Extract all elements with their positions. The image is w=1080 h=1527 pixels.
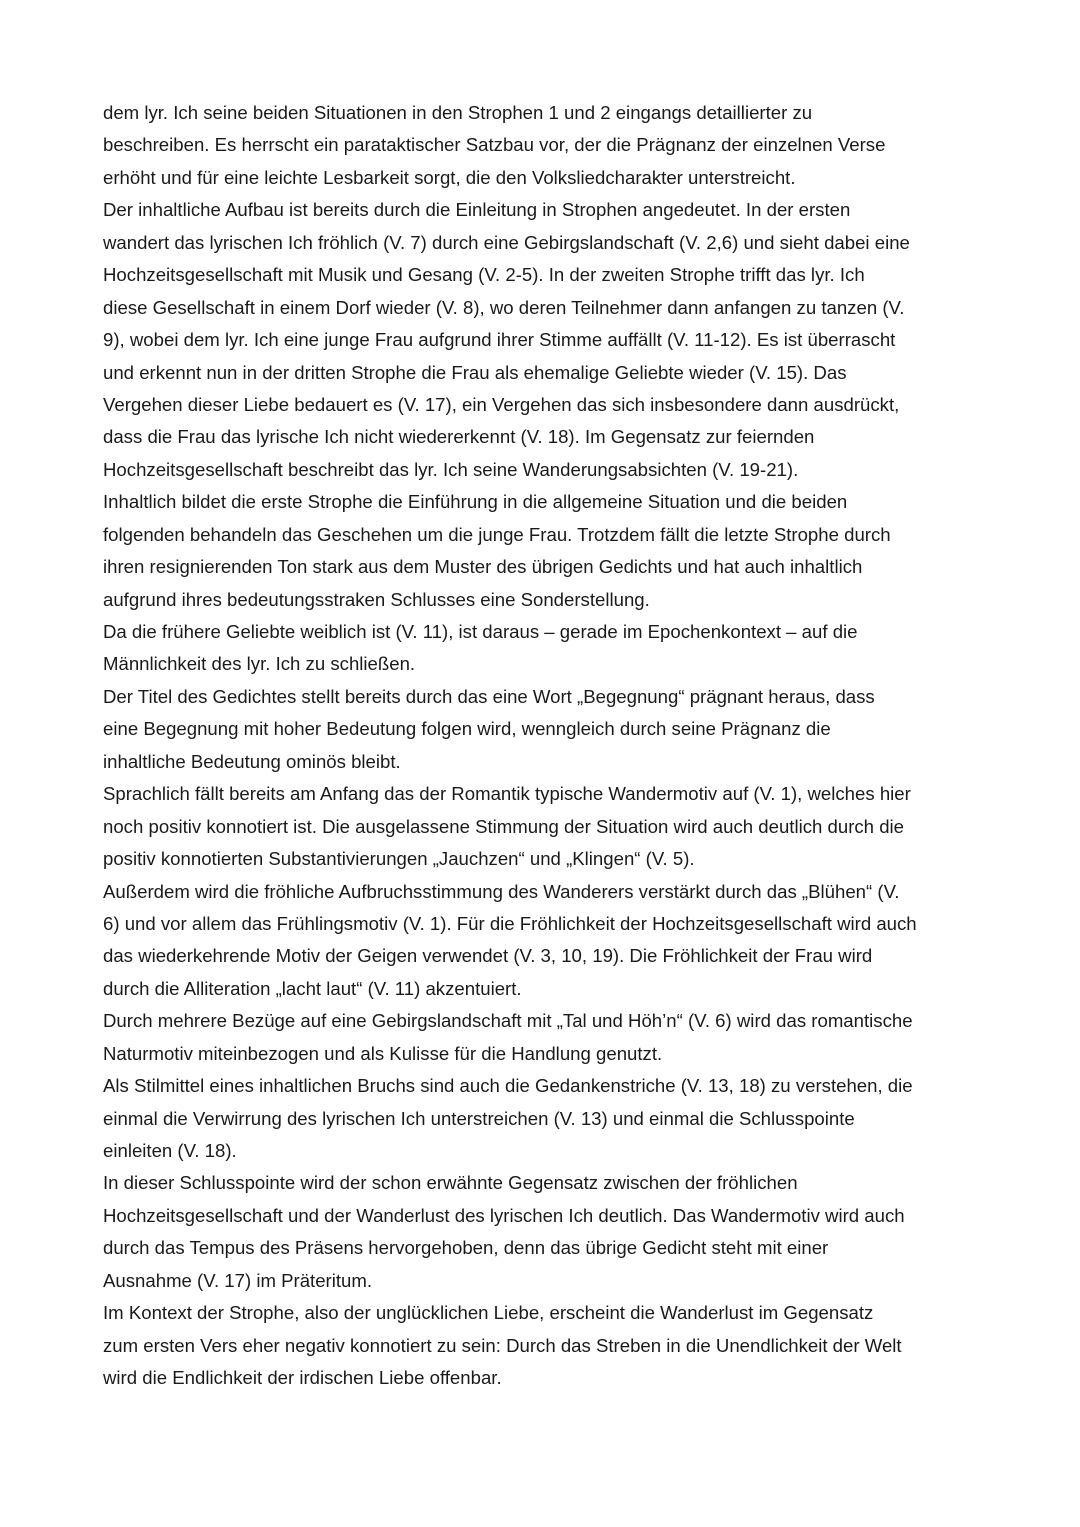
text-line: erhöht und für eine leichte Lesbarkeit sorgt, die den Volksliedcharakter unterstreicht. [103,166,796,188]
text-line: durch die Alliteration „lacht laut“ (V. 11) akzentuiert. [103,977,522,999]
text-line: Im Kontext der Strophe, also der unglücklichen Liebe, erscheint die Wanderlust im Gegensatz [103,1302,874,1324]
text-line: wandert das lyrischen Ich fröhlich (V. 7) durch eine Gebirgslandschaft (V. 2,6) und sieht dabei eine [103,231,910,253]
text-line: dem lyr. Ich seine beiden Situationen in den Strophen 1 und 2 eingangs detaillierter zu [103,102,813,123]
text-line: Männlichkeit des lyr. Ich zu schließen. [103,653,416,675]
text-line: zum ersten Vers eher negativ konnotiert zu sein: Durch das Streben in die Unendlichkeit der Welt [103,1334,902,1356]
text-line: folgenden behandeln das Geschehen um die junge Frau. Trotzdem fällt die letzte Strophe durch [103,523,891,545]
text-line: einleiten (V. 18). [103,1140,237,1161]
text-line: Ausnahme (V. 17) im Präteritum. [103,1269,373,1291]
text-line: Durch mehrere Bezüge auf eine Gebirgslandschaft mit „Tal und Höh’n“ (V. 6) wird das romantische [103,1010,913,1032]
text-line: Der Titel des Gedichtes stellt bereits durch das eine Wort „Begegnung“ prägnant heraus, dass [103,685,875,707]
text-line: ihren resignierenden Ton stark aus dem Muster des übrigen Gedichts und hat auch inhaltlich [103,556,863,578]
text-line: das wiederkehrende Motiv der Geigen verwendet (V. 3, 10, 19). Die Fröhlichkeit der Frau wird [103,945,873,967]
text-line: Hochzeitsgesellschaft beschreibt das lyr. Ich seine Wanderungsabsichten (V. 19-21). [103,458,799,480]
text-line: noch positiv konnotiert ist. Die ausgelassene Stimmung der Situation wird auch deutlich durch die [103,815,905,837]
text-line: einmal die Verwirrung des lyrischen Ich unterstreichen (V. 13) und einmal die Schlusspointe [103,1107,855,1129]
text-line: 6) und vor allem das Frühlingsmotiv (V. 1). Für die Fröhlichkeit der Hochzeitsgesellschaft wird auch [103,912,917,934]
text-line: positiv konnotierten Substantivierungen „Jauchzen“ und „Klingen“ (V. 5). [103,848,695,870]
text-line: In dieser Schlusspointe wird der schon erwähnte Gegensatz zwischen der fröhlichen [103,1172,798,1194]
text-line: Da die frühere Geliebte weiblich ist (V. 11), ist daraus – gerade im Epochenkontext – auf die [103,621,858,642]
text-line: 9), wobei dem lyr. Ich eine junge Frau aufgrund ihrer Stimme auffällt (V. 11-12). Es ist überrascht [103,329,896,351]
text-line: eine Begegnung mit hoher Bedeutung folgen wird, wenngleich durch seine Prägnanz die [103,718,831,740]
text-line: inhaltliche Bedeutung ominös bleibt. [103,750,401,772]
text-line: Hochzeitsgesellschaft und der Wanderlust des lyrischen Ich deutlich. Das Wandermotiv wird auch [103,1204,905,1226]
text-line: Der inhaltliche Aufbau ist bereits durch die Einleitung in Strophen angedeutet. In der ersten [103,199,851,221]
text-line: beschreiben. Es herrscht ein parataktischer Satzbau vor, der die Prägnanz der einzelnen Verse [103,134,886,156]
text-line: dass die Frau das lyrische Ich nicht wiedererkennt (V. 18). Im Gegensatz zur feiernden [103,426,815,448]
text-line: wird die Endlichkeit der irdischen Liebe offenbar. [103,1367,502,1389]
text-line: Inhaltlich bildet die erste Strophe die Einführung in die allgemeine Situation und die beiden [103,491,848,513]
text-line: Hochzeitsgesellschaft mit Musik und Gesang (V. 2-5). In der zweiten Strophe trifft das lyr. Ich [103,264,865,286]
text-line: diese Gesellschaft in einem Dorf wieder (V. 8), wo deren Teilnehmer dann anfangen zu tanzen (V. [103,296,905,318]
text-line: Als Stilmittel eines inhaltlichen Bruchs sind auch die Gedankenstriche (V. 13, 18) zu verstehen, die [103,1075,913,1097]
text-line: Außerdem wird die fröhliche Aufbruchsstimmung des Wanderers verstärkt durch das „Blühen“ (V. [103,880,900,902]
text-line: und erkennt nun in der dritten Strophe die Frau als ehemalige Geliebte wieder (V. 15). Das [103,361,847,383]
text-line: aufgrund ihres bedeutungsstraken Schlusses eine Sonderstellung. [103,588,650,610]
text-line: Vergehen dieser Liebe bedauert es (V. 17), ein Vergehen das sich insbesondere dann ausdrückt, [103,393,900,415]
text-line: durch das Tempus des Präsens hervorgehoben, denn das übrige Gedicht steht mit einer [103,1237,829,1259]
text-line: Naturmotiv miteinbezogen und als Kulisse für die Handlung genutzt. [103,1042,663,1064]
essay-text [103,97,988,1395]
text-line: Sprachlich fällt bereits am Anfang das der Romantik typische Wandermotiv auf (V. 1), welches hier [103,783,911,805]
